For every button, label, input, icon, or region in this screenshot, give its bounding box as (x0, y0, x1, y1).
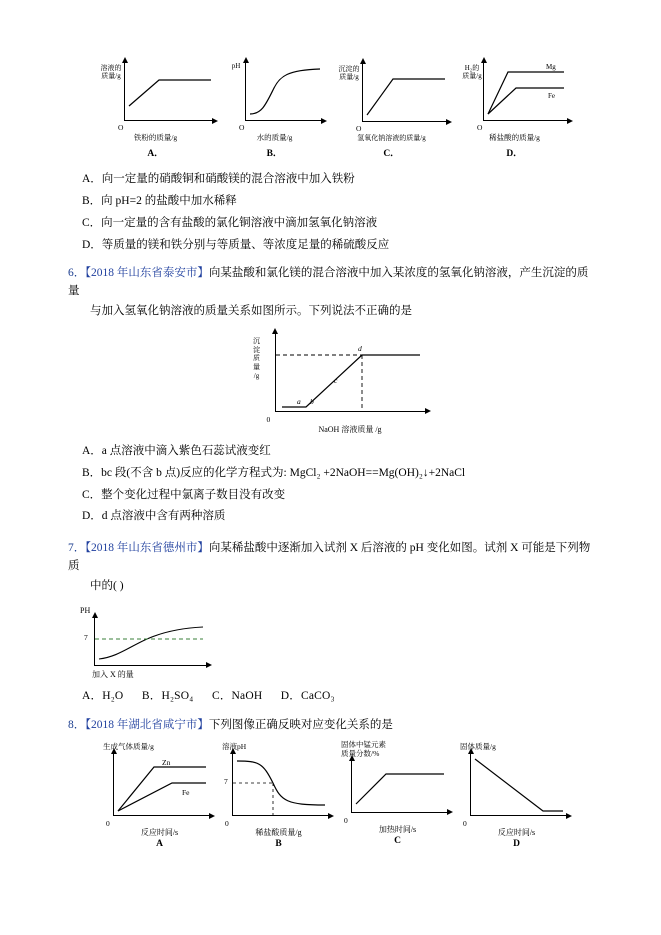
q5-option-d: D．等质量的镁和铁分别与等质量、等浓度足量的稀硫酸反应 (82, 238, 390, 251)
q8-fig-b-origin: 0 (225, 819, 229, 829)
q7-source: 【2018 年山东省德州市】 (85, 542, 209, 555)
svg-text:Fe: Fe (548, 92, 555, 100)
svg-text:a: a (296, 396, 301, 406)
question-6 (68, 265, 598, 528)
q5-fig-c-xlabel: 氢氧化钠溶液的质量/g (357, 134, 426, 142)
q5-figure-row (68, 62, 598, 159)
q7-option-c: C．NaOH (211, 689, 263, 702)
q5-figure-d (461, 62, 568, 159)
document-content (68, 58, 598, 849)
q5-fig-d-origin: O (477, 123, 483, 132)
q5-fig-c-origin: O (356, 124, 362, 133)
q7-stem-text1: 向某稀盐酸中逐渐加入试剂 X 后溶液的 pH 变化如图。试剂 X 可能是下列物质 (68, 542, 591, 572)
q6-source: 【2018 年山东省泰安市】 (85, 267, 209, 280)
q8-fig-d-letter: D (513, 839, 520, 850)
q8-fig-c-letter: C (394, 835, 401, 846)
q8-fig-b-xlabel: 稀盐酸质量/g (255, 828, 302, 838)
q7-stem-line2: 中的( ) (90, 579, 124, 592)
svg-text:c: c (333, 375, 337, 385)
q5-fig-d-caption: D． (506, 149, 523, 159)
q8-number: 8． (68, 719, 86, 732)
q8-fig-d-xlabel: 反应时间/s (497, 828, 536, 838)
q7-number: 7． (68, 542, 86, 555)
q7-figure (76, 606, 226, 680)
q6-stem-text1: 向某盐酸和氯化镁的混合溶液中加入某浓度的氢氧化钠溶液，产生沉淀的质量 (68, 267, 589, 298)
q6-option-d: D．d 点溶液中含有两种溶质 (82, 510, 226, 523)
q8-figure-row (68, 741, 598, 849)
q5-fig-d-xlabel: 稀盐酸的质量/g (489, 133, 540, 142)
svg-text:b: b (309, 396, 314, 406)
q7-option-a: A．H₂O (82, 689, 124, 702)
q8-fig-c-origin: 0 (344, 815, 348, 825)
q6-fig-xlabel: NaOH 溶液质量 /g (318, 424, 382, 434)
q6-number: 6． (68, 267, 86, 280)
q6-option-a: A．a 点溶液中滴入紫色石蕊试液变红 (82, 444, 271, 457)
q6-fig-ylabel: 沉 淀 质 量 /g (253, 336, 260, 380)
q5-fig-b-caption: B． (266, 149, 283, 159)
q7-option-d: D．CaCO₃ (280, 689, 335, 702)
svg-text:Zn: Zn (162, 758, 171, 768)
q5-fig-b-ylabel: pH (231, 62, 241, 70)
q5-fig-b-origin: O (239, 123, 245, 132)
svg-text:Fe: Fe (182, 788, 190, 798)
q7-stem-line1 (68, 540, 598, 576)
q5-figure-c (336, 63, 447, 159)
q8-fig-c-xlabel: 加热时间/s (378, 824, 417, 834)
q8-fig-a-ylabel: 生成气体质量/g (103, 742, 154, 752)
q6-option-c: C．整个变化过程中氯离子数目没有改变 (82, 488, 286, 501)
question-7 (68, 540, 598, 707)
q8-fig-a-origin: 0 (106, 819, 110, 829)
q5-fig-a-caption: A． (147, 149, 164, 159)
q8-figure-b (218, 741, 329, 849)
q5-fig-c-caption: C． (383, 149, 400, 159)
q8-stem (68, 717, 598, 735)
question-8 (68, 717, 598, 849)
q8-fig-b-letter: B (275, 839, 282, 850)
q6-option-b: B．bc 段(不含 b 点)反应的化学方程式为: MgCl₂ +2NaOH==Mg(OH)₂↓+2NaCl (82, 466, 466, 479)
q5-fig-b-xlabel: 水的质量/g (256, 133, 293, 142)
q7-fig-ylabel: PH (80, 605, 91, 615)
q8-source: 【2018 年湖北省咸宁市】 (85, 719, 209, 732)
q8-fig-b-ytick-7: 7 (224, 777, 228, 787)
q5-figure-a (98, 62, 213, 159)
q8-stem-text: 下列图像正确反映对应变化关系的是 (208, 719, 393, 732)
q5-fig-c-ylabel: 沉淀的 质量/g (338, 65, 360, 82)
q8-fig-a-letter: A (156, 839, 163, 850)
q5-fig-a-ylabel: 溶液的 质量/g (100, 64, 122, 81)
q7-option-b: B．H₂SO₄ (141, 689, 194, 702)
q8-fig-d-origin: 0 (463, 819, 467, 829)
q8-figure-a (99, 741, 210, 849)
svg-text:d: d (357, 343, 362, 353)
q6-figure (241, 333, 426, 435)
q6-fig-origin: 0 (266, 414, 271, 424)
q8-fig-d-ylabel: 固体质量/g (460, 742, 496, 752)
q8-fig-b-ylabel: 溶液pH (222, 742, 247, 752)
q5-option-c: C．向一定量的含有盐酸的氯化铜溶液中滴加氢氧化钠溶液 (82, 216, 378, 229)
q8-figure-d (456, 741, 567, 849)
q8-fig-c-ylabel: 固体中锰元素 质量分数/% (341, 740, 386, 758)
q7-options-row (68, 686, 598, 708)
q5-option-b: B．向 pH=2 的盐酸中加水稀释 (82, 194, 237, 207)
q7-fig-ytick: 7 (84, 632, 88, 642)
q8-fig-a-xlabel: 反应时间/s (140, 828, 179, 838)
svg-text:Mg: Mg (546, 63, 556, 71)
q7-fig-xlabel: 加入 X 的量 (92, 669, 134, 679)
q5-fig-d-ylabel: H₂的 质量/g (462, 64, 482, 81)
q8-figure-c (337, 741, 448, 849)
q6-stem-line2: 与加入氢氧化钠溶液的质量关系如图所示。下列说法不正确的是 (90, 305, 412, 317)
q5-figure-b (227, 62, 322, 159)
q5-fig-a-xlabel: 铁粉的质量/g (133, 133, 178, 142)
q5-option-a: A．向一定量的硝酸铜和硝酸镁的混合溶液中加入铁粉 (82, 173, 355, 185)
q6-stem-line1 (68, 265, 598, 301)
q5-fig-a-origin: O (118, 123, 124, 132)
